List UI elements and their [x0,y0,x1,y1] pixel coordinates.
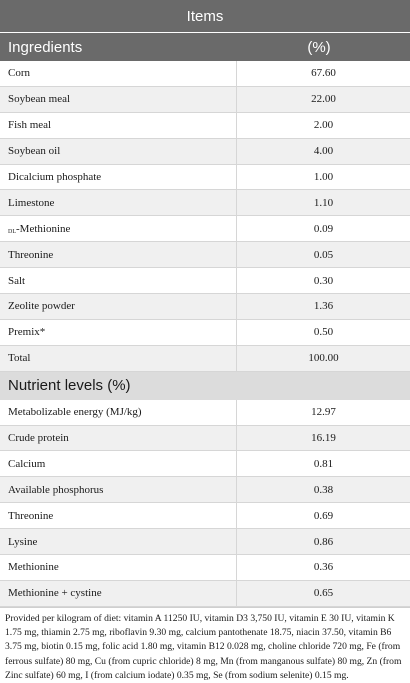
row-name: Calcium [8,457,46,470]
row-name: Corn [8,67,30,80]
ingredient-row [0,190,410,216]
row-value: 0.81 [237,451,410,477]
ingredients-header [0,33,410,61]
row-name: Soybean meal [8,93,71,106]
ingredient-row [0,268,410,294]
nutrient-row [0,451,410,477]
row-name-cell [0,319,237,345]
row-name-cell [0,268,237,294]
row-name: Dicalcium phosphate [8,171,102,183]
row-name-cell [0,345,237,371]
row-value: 2.00 [237,112,410,138]
row-name-cell [0,190,237,216]
row-name: Lysine [8,535,38,548]
row-value: 0.09 [237,216,410,242]
ingredients-header-label: Ingredients [8,38,83,56]
row-name-cell [0,451,237,477]
row-value: 0.50 [237,319,410,345]
ingredient-row [0,86,410,112]
row-name: Crude protein [8,432,69,445]
ingredient-row [0,216,410,242]
name-prefix: DL [8,228,16,235]
row-name-cell [0,242,237,268]
row-name: Salt [8,274,26,287]
footnote: Provided per kilogram of diet: vitamin A 11250 IU, vitamin D3 3,750 IU, vitamin E 30 IU, vitamin K 1.75 mg, thiamin 2.75 mg, riboflavin 9.30 mg, calcium pantothenate 18.75, niacin 37.50, vitamin B6 3.75 mg, biotin 0.15 mg, folic acid 1.80 mg, vitamin B12 0.028 mg, choline chloride 720 mg, Fe (from ferrous sulfate) 80 mg, Cu (from cupric chloride) 8 mg, Mn (from manganous sulfate) 80 mg, Zn (from Zinc sulfate) 60 mg, I (from calcium iodate) 0.35 mg, Se (from sodium selenite) 0.15 mg. [0,607,410,683]
row-name-cell [0,555,237,581]
nutrient-row [0,477,410,503]
row-name: Methionine + cystine [8,587,102,600]
row-name-cell [0,477,237,503]
row-value: 1.00 [237,164,410,190]
row-value: 0.30 [237,268,410,294]
ingredient-row [0,138,410,164]
nutrients-table [0,400,410,607]
row-value: 1.36 [237,294,410,320]
row-name-cell [0,112,237,138]
row-name-cell [0,61,237,86]
row-value: 22.00 [237,86,410,112]
row-name-cell [0,164,237,190]
ingredient-row [0,294,410,320]
row-name: Zeolite powder [8,300,75,313]
nutrient-row [0,425,410,451]
row-name-cell [0,400,237,425]
row-value: 0.36 [237,555,410,581]
nutrient-row [0,580,410,606]
row-name-cell [0,503,237,529]
row-name: -Methionine [16,222,71,235]
row-name-cell [0,138,237,164]
row-name: Soybean oil [8,145,61,158]
row-value: 0.65 [237,580,410,606]
nutrient-row [0,503,410,529]
nutrient-row [0,400,410,425]
row-name-cell [0,86,237,112]
row-name: Limestone [8,196,55,209]
row-value: 67.60 [237,61,410,86]
ingredient-row [0,319,410,345]
row-value: 0.86 [237,529,410,555]
row-name-cell [0,580,237,606]
row-value: 0.69 [237,503,410,529]
row-value: 0.05 [237,242,410,268]
row-name: Available phosphorus [8,483,104,496]
row-name-cell [0,425,237,451]
ingredient-row [0,345,410,371]
row-value: 16.19 [237,425,410,451]
nutrients-header [0,372,410,400]
ingredients-table [0,61,410,372]
row-value: 100.00 [237,345,410,371]
nutrient-row [0,555,410,581]
row-value: 0.38 [237,477,410,503]
nutrient-row [0,529,410,555]
ingredient-row [0,164,410,190]
row-value: 1.10 [237,190,410,216]
table-title: Items [0,0,410,33]
row-name-cell [0,529,237,555]
row-name-cell [0,294,237,320]
row-name: Fish meal [8,119,52,132]
nutrients-body [0,400,410,607]
ingredient-row [0,112,410,138]
nutrients-header-label: Nutrient levels (%) [8,377,131,395]
row-name: Threonine [8,248,54,261]
row-name: Methionine [8,561,59,574]
row-name: Total [8,352,31,365]
row-value: 4.00 [237,138,410,164]
row-name: Metabolizable energy (MJ/kg) [8,406,142,419]
row-name-cell [0,216,237,242]
row-name: Threonine [8,509,54,522]
row-name: Premix* [8,326,46,339]
row-value: 12.97 [237,400,410,425]
ingredient-row [0,242,410,268]
ingredient-row [0,61,410,86]
ingredients-body [0,61,410,371]
ingredients-header-unit: (%) [307,38,331,56]
